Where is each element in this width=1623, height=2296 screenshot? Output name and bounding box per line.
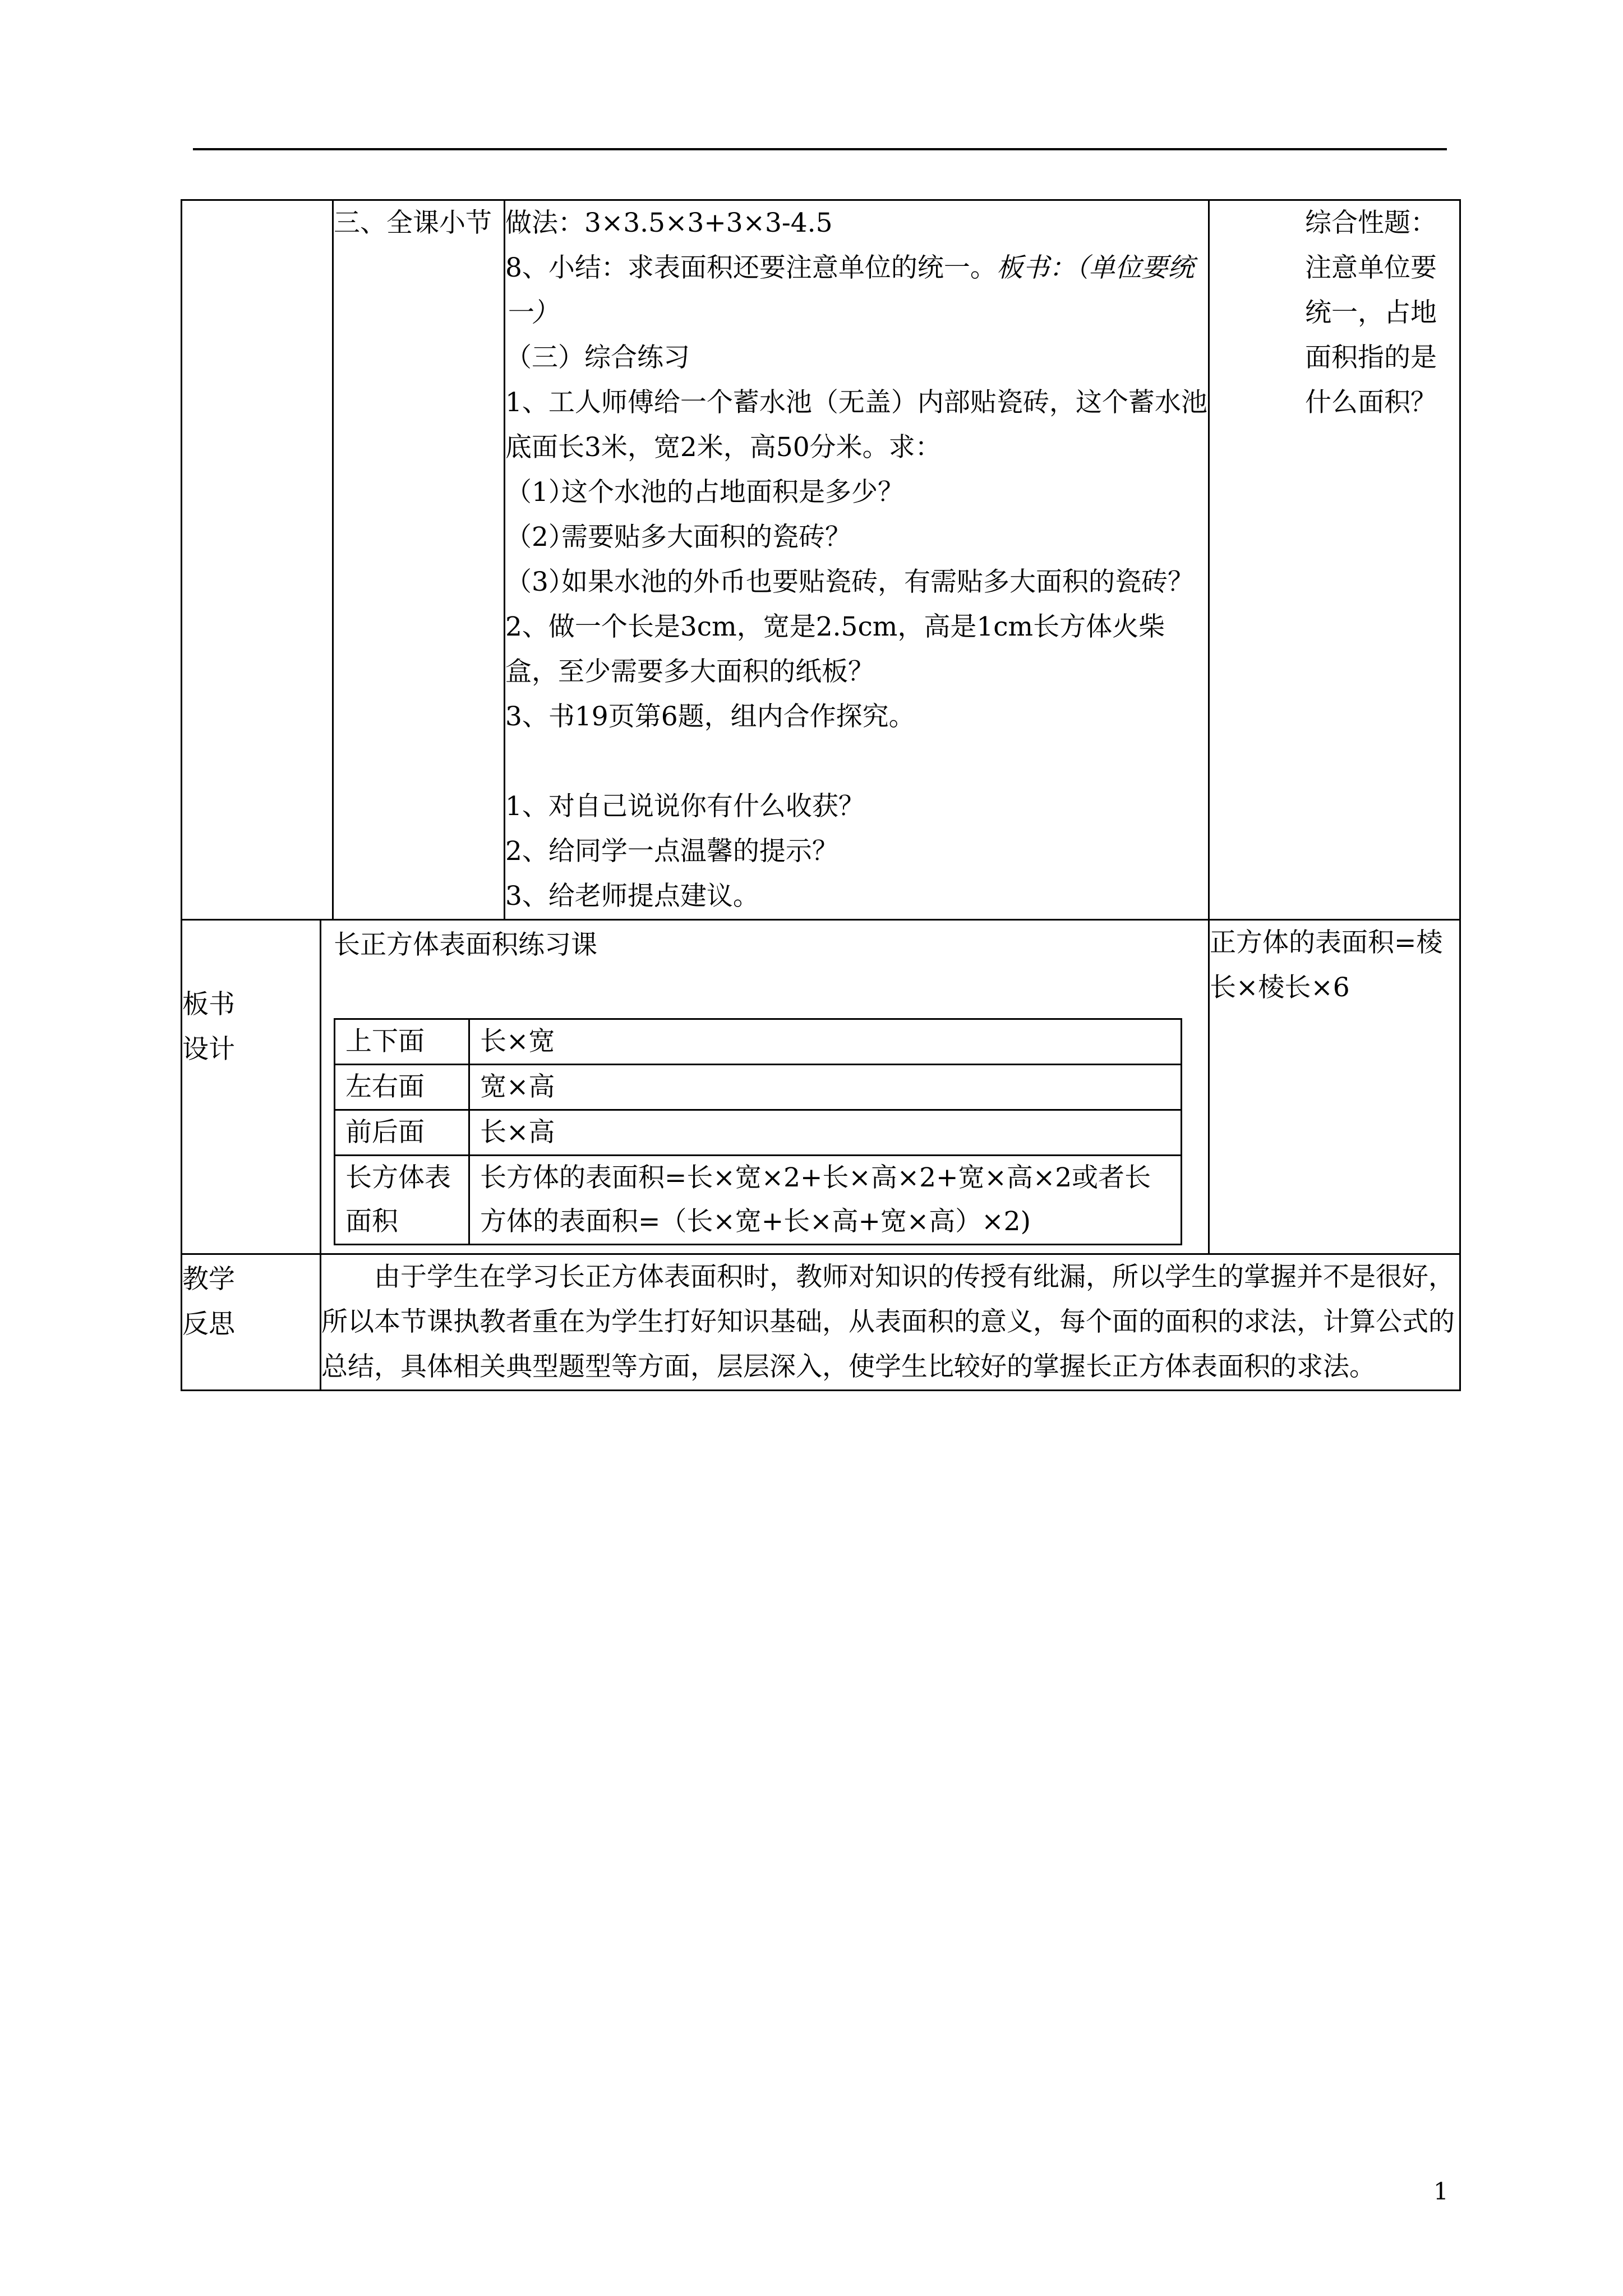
- sub-item-text: 如果水池的外币也要贴瓷砖，有需贴多大面积的瓷砖？: [561, 567, 1194, 597]
- exercise-1: 1、工人师傅给一个蓄水池（无盖）内部贴瓷砖，这个蓄水池底面长3米，宽2米，高50分米。求：: [505, 387, 1207, 463]
- process-content-cell: [505, 200, 1209, 920]
- reflection-label: 教学反思: [182, 1264, 235, 1340]
- board-label-cell: [182, 920, 321, 1254]
- board-content-cell: [321, 920, 1209, 1254]
- note-text: 综合性题：注意单位要统一，占地面积指的是什么面积？: [1305, 208, 1437, 418]
- sub-item-number: （3）: [505, 567, 575, 597]
- spacer: [505, 739, 1208, 784]
- exercise-3: 3、书19页第6题，组内合作探究。: [505, 701, 915, 732]
- sub-item: [505, 515, 1208, 560]
- lesson-plan-table: [181, 199, 1461, 1391]
- sub-item-text: 这个水池的占地面积是多少？: [561, 477, 904, 508]
- summary-item: 2、给同学一点温馨的提示？: [505, 836, 838, 867]
- summary-line: [505, 246, 1208, 335]
- summary-label: 三、全课小节: [334, 208, 492, 238]
- summary-text: 8、小结：求表面积还要注意单位的统一。: [505, 252, 997, 283]
- sub-item: [505, 560, 1208, 605]
- exercise-2: 2、做一个长是3cm，宽是2.5cm，高是1cm长方体火柴盒，至少需要多大面积的纸板？: [505, 611, 1165, 687]
- board-note: 板书：（单位要统一）: [505, 252, 1195, 328]
- reflection-text: 由于学生在学习长正方体表面积时，教师对知识的传授有纰漏，所以学生的掌握并不是很好，所以本节课执教者重在为学生打好知识基础，从表面积的意义，每个面的面积的求法，计算公式的总结，具体相关典型题型等方面，层层深入，使学生比较好的掌握长正方体表面积的求法。: [321, 1254, 1460, 1391]
- note-cell: [1209, 200, 1460, 920]
- face-formula: 宽×高: [469, 1065, 1182, 1110]
- process-row: [182, 200, 1460, 920]
- sub-item: [505, 470, 1208, 515]
- header-rule: [193, 148, 1447, 150]
- sub-item-number: （2）: [505, 522, 575, 553]
- summary-item: 1、对自己说说你有什么收获？: [505, 791, 865, 822]
- reflection-label-cell: [182, 1254, 321, 1391]
- method-line: 做法：3×3.5×3+3×3-4.5: [505, 208, 833, 238]
- cube-formula: 正方体的表面积=棱长×棱长×6: [1210, 927, 1443, 1003]
- sub-item-text: 需要贴多大面积的瓷砖？: [561, 522, 851, 553]
- reflection-row: [182, 1254, 1460, 1391]
- board-row: [182, 920, 1460, 1254]
- face-name: 左右面: [335, 1065, 469, 1110]
- formula-row: [335, 1019, 1182, 1065]
- stage-label-cell: [182, 200, 333, 920]
- face-name: 长方体表面积: [335, 1156, 469, 1245]
- board-title: 长正方体表面积练习课: [334, 930, 597, 960]
- sub-item-number: （1）: [505, 477, 575, 508]
- face-name: 上下面: [335, 1019, 469, 1065]
- formula-row: [335, 1110, 1182, 1156]
- face-formula: 长方体的表面积=长×宽×2+长×高×2+宽×高×2或者长方体的表面积=（长×宽+长×高+宽×高）×2): [469, 1156, 1182, 1245]
- board-formula-table: [334, 1018, 1182, 1245]
- formula-row: [335, 1156, 1182, 1245]
- page-number: 1: [1433, 2178, 1449, 2205]
- cube-formula-cell: [1209, 920, 1460, 1254]
- exercise-heading: （三）综合练习: [505, 342, 690, 373]
- board-label: 板书设计: [182, 989, 235, 1065]
- face-name: 前后面: [335, 1110, 469, 1156]
- step-label-cell: [333, 200, 505, 920]
- formula-row: [335, 1065, 1182, 1110]
- face-formula: 长×宽: [469, 1019, 1182, 1065]
- summary-item: 3、给老师提点建议。: [505, 881, 759, 912]
- face-formula: 长×高: [469, 1110, 1182, 1156]
